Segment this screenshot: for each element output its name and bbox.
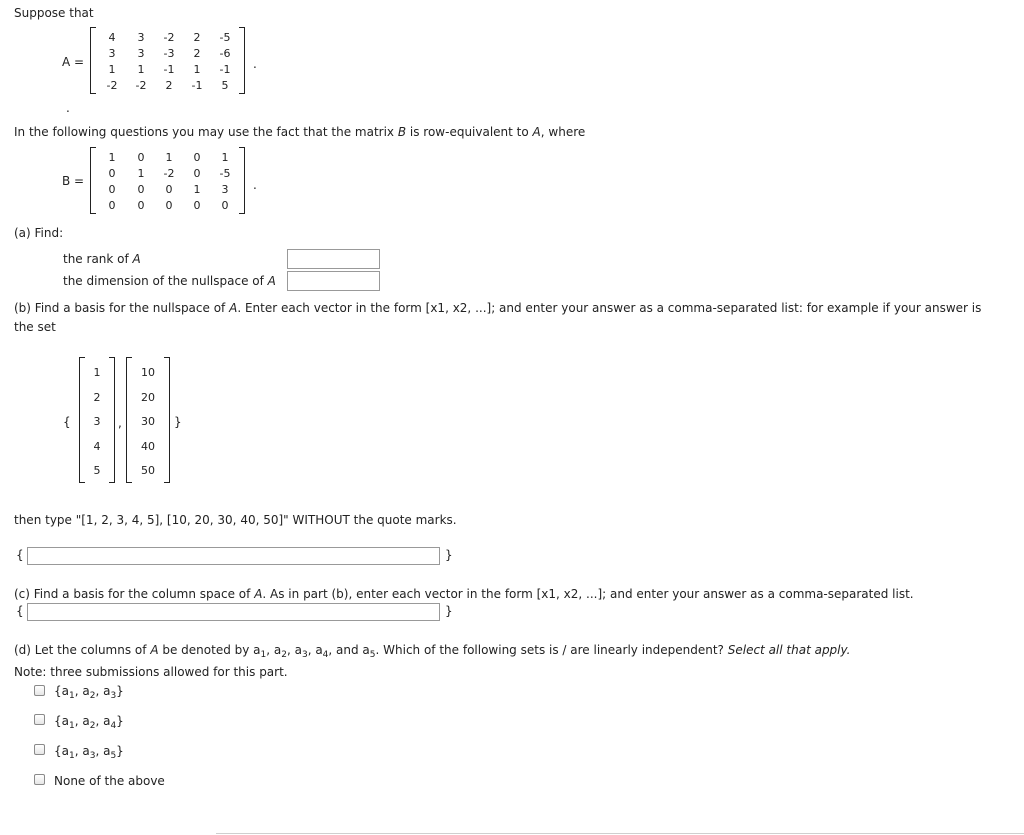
option-a1-a3-a5-label[interactable]: {$a_1$, $a_3$, $a_5$} — [54, 744, 124, 761]
matrix-a-cell: -6 — [219, 47, 231, 60]
example-vector-entry: 5 — [93, 464, 101, 477]
example-vector-entry: 3 — [93, 415, 101, 428]
matrix-a — [90, 27, 245, 94]
matrix-b-cell: 0 — [108, 183, 116, 196]
nullity-label: the dimension of the nullspace of A — [63, 274, 276, 288]
example-vector-1 — [79, 357, 115, 483]
option-a1-a3-a5-checkbox[interactable] — [34, 744, 45, 755]
period: . — [66, 101, 70, 115]
matrix-b-cell: 0 — [108, 199, 116, 212]
matrix-b-cell: 0 — [193, 199, 201, 212]
matrix-a-cell: 2 — [193, 47, 201, 60]
colspace-open-brace: { — [16, 604, 24, 618]
matrix-a-cell: -1 — [219, 63, 231, 76]
matrix-a-cell: -2 — [135, 79, 147, 92]
example-vector-2 — [126, 357, 170, 483]
nullspace-open-brace: { — [16, 548, 24, 562]
matrix-a-cell: -3 — [163, 47, 175, 60]
example-close-brace: } — [174, 415, 182, 429]
matrix-a-cell: 3 — [137, 47, 145, 60]
option-a1-a2-a3-checkbox[interactable] — [34, 685, 45, 696]
matrix-a-label: A = — [62, 55, 85, 69]
matrix-a-cell: 3 — [108, 47, 116, 60]
rank-input[interactable] — [287, 249, 380, 269]
matrix-a-cell: 2 — [193, 31, 201, 44]
matrix-b-cell: 1 — [137, 167, 145, 180]
matrix-a-period: . — [253, 57, 257, 71]
nullity-input[interactable] — [287, 271, 380, 291]
matrix-a-cell: -1 — [163, 63, 175, 76]
example-vector-entry: 2 — [93, 391, 101, 404]
matrix-a-cell: 2 — [165, 79, 173, 92]
matrix-a-cell: 1 — [193, 63, 201, 76]
example-open-brace: { — [63, 415, 71, 429]
colspace-close-brace: } — [445, 604, 453, 618]
example-vector-entry: 40 — [141, 440, 155, 453]
option-a1-a2-a4-label[interactable]: {$a_1$, $a_2$, $a_4$} — [54, 714, 124, 731]
matrix-a-cell: -2 — [163, 31, 175, 44]
part-d-note: Note: three submissions allowed for this part. — [14, 665, 288, 679]
nullspace-close-brace: } — [445, 548, 453, 562]
matrix-b-cell: 1 — [193, 183, 201, 196]
matrix-b-cell: 0 — [137, 199, 145, 212]
matrix-b-cell: 1 — [221, 151, 229, 164]
part-b-text: (b) Find a basis for the nullspace of A. Enter each vector in the form [x1, x2, ...]; and enter your answer as a comma-separated list: for example if your answer is — [14, 301, 982, 315]
option-a1-a2-a3-label[interactable]: {$a_1$, $a_2$, $a_3$} — [54, 684, 124, 701]
footer-divider — [216, 833, 1024, 834]
then-type-text: then type "[1, 2, 3, 4, 5], [10, 20, 30, 40, 50]" WITHOUT the quote marks. — [14, 513, 457, 527]
matrix-a-cell: -2 — [106, 79, 118, 92]
matrix-b-cell: 0 — [221, 199, 229, 212]
example-vector-entry: 4 — [93, 440, 101, 453]
matrix-b-cell: 0 — [193, 167, 201, 180]
example-vector-entry: 10 — [141, 366, 155, 379]
matrix-b-cell: -2 — [163, 167, 175, 180]
matrix-b-label: B = — [62, 174, 85, 188]
matrix-b-cell: 1 — [108, 151, 116, 164]
intro-text: Suppose that — [14, 6, 94, 20]
example-vector-entry: 30 — [141, 415, 155, 428]
example-vector-entry: 1 — [93, 366, 101, 379]
example-vector-entry: 20 — [141, 391, 155, 404]
matrix-a-cell: 1 — [108, 63, 116, 76]
matrix-a-cell: 3 — [137, 31, 145, 44]
matrix-b-cell: 3 — [221, 183, 229, 196]
part-b-text-cont: the set — [14, 320, 56, 334]
matrix-b-cell: -5 — [219, 167, 231, 180]
column-space-basis-input[interactable] — [27, 603, 440, 621]
matrix-b-cell: 0 — [108, 167, 116, 180]
part-d-text: (d) Let the columns of A be denoted by $a_1$, $a_2$, $a_3$, $a_4$, and $a_5$. Which of the following sets is / are linearly independent? Select all that apply. — [14, 643, 851, 660]
matrix-a-cell: -1 — [191, 79, 203, 92]
part-a-heading: (a) Find: — [14, 226, 64, 240]
option-none-checkbox[interactable] — [34, 774, 45, 785]
option-a1-a2-a4-checkbox[interactable] — [34, 714, 45, 725]
matrix-a-cell: 4 — [108, 31, 116, 44]
matrix-a-cell: 5 — [221, 79, 229, 92]
matrix-b-cell: 0 — [137, 151, 145, 164]
matrix-b-cell: 0 — [137, 183, 145, 196]
nullspace-basis-input[interactable] — [27, 547, 440, 565]
rank-label: the rank of A — [63, 252, 141, 266]
matrix-b-cell: 0 — [165, 199, 173, 212]
matrix-b — [90, 147, 245, 214]
matrix-b-cell: 1 — [165, 151, 173, 164]
matrix-b-cell: 0 — [193, 151, 201, 164]
matrix-b-period: . — [253, 178, 257, 192]
matrix-a-cell: -5 — [219, 31, 231, 44]
row-equivalent-text: In the following questions you may use the fact that the matrix B is row-equivalent to A, where — [14, 125, 586, 139]
matrix-b-cell: 0 — [165, 183, 173, 196]
part-c-text: (c) Find a basis for the column space of A. As in part (b), enter each vector in the form [x1, x2, ...]; and enter your answer as a comma-separated list. — [14, 587, 914, 601]
matrix-a-cell: 1 — [137, 63, 145, 76]
example-vector-entry: 50 — [141, 464, 155, 477]
option-none-label[interactable]: None of the above — [54, 774, 165, 788]
example-comma: , — [118, 416, 122, 430]
